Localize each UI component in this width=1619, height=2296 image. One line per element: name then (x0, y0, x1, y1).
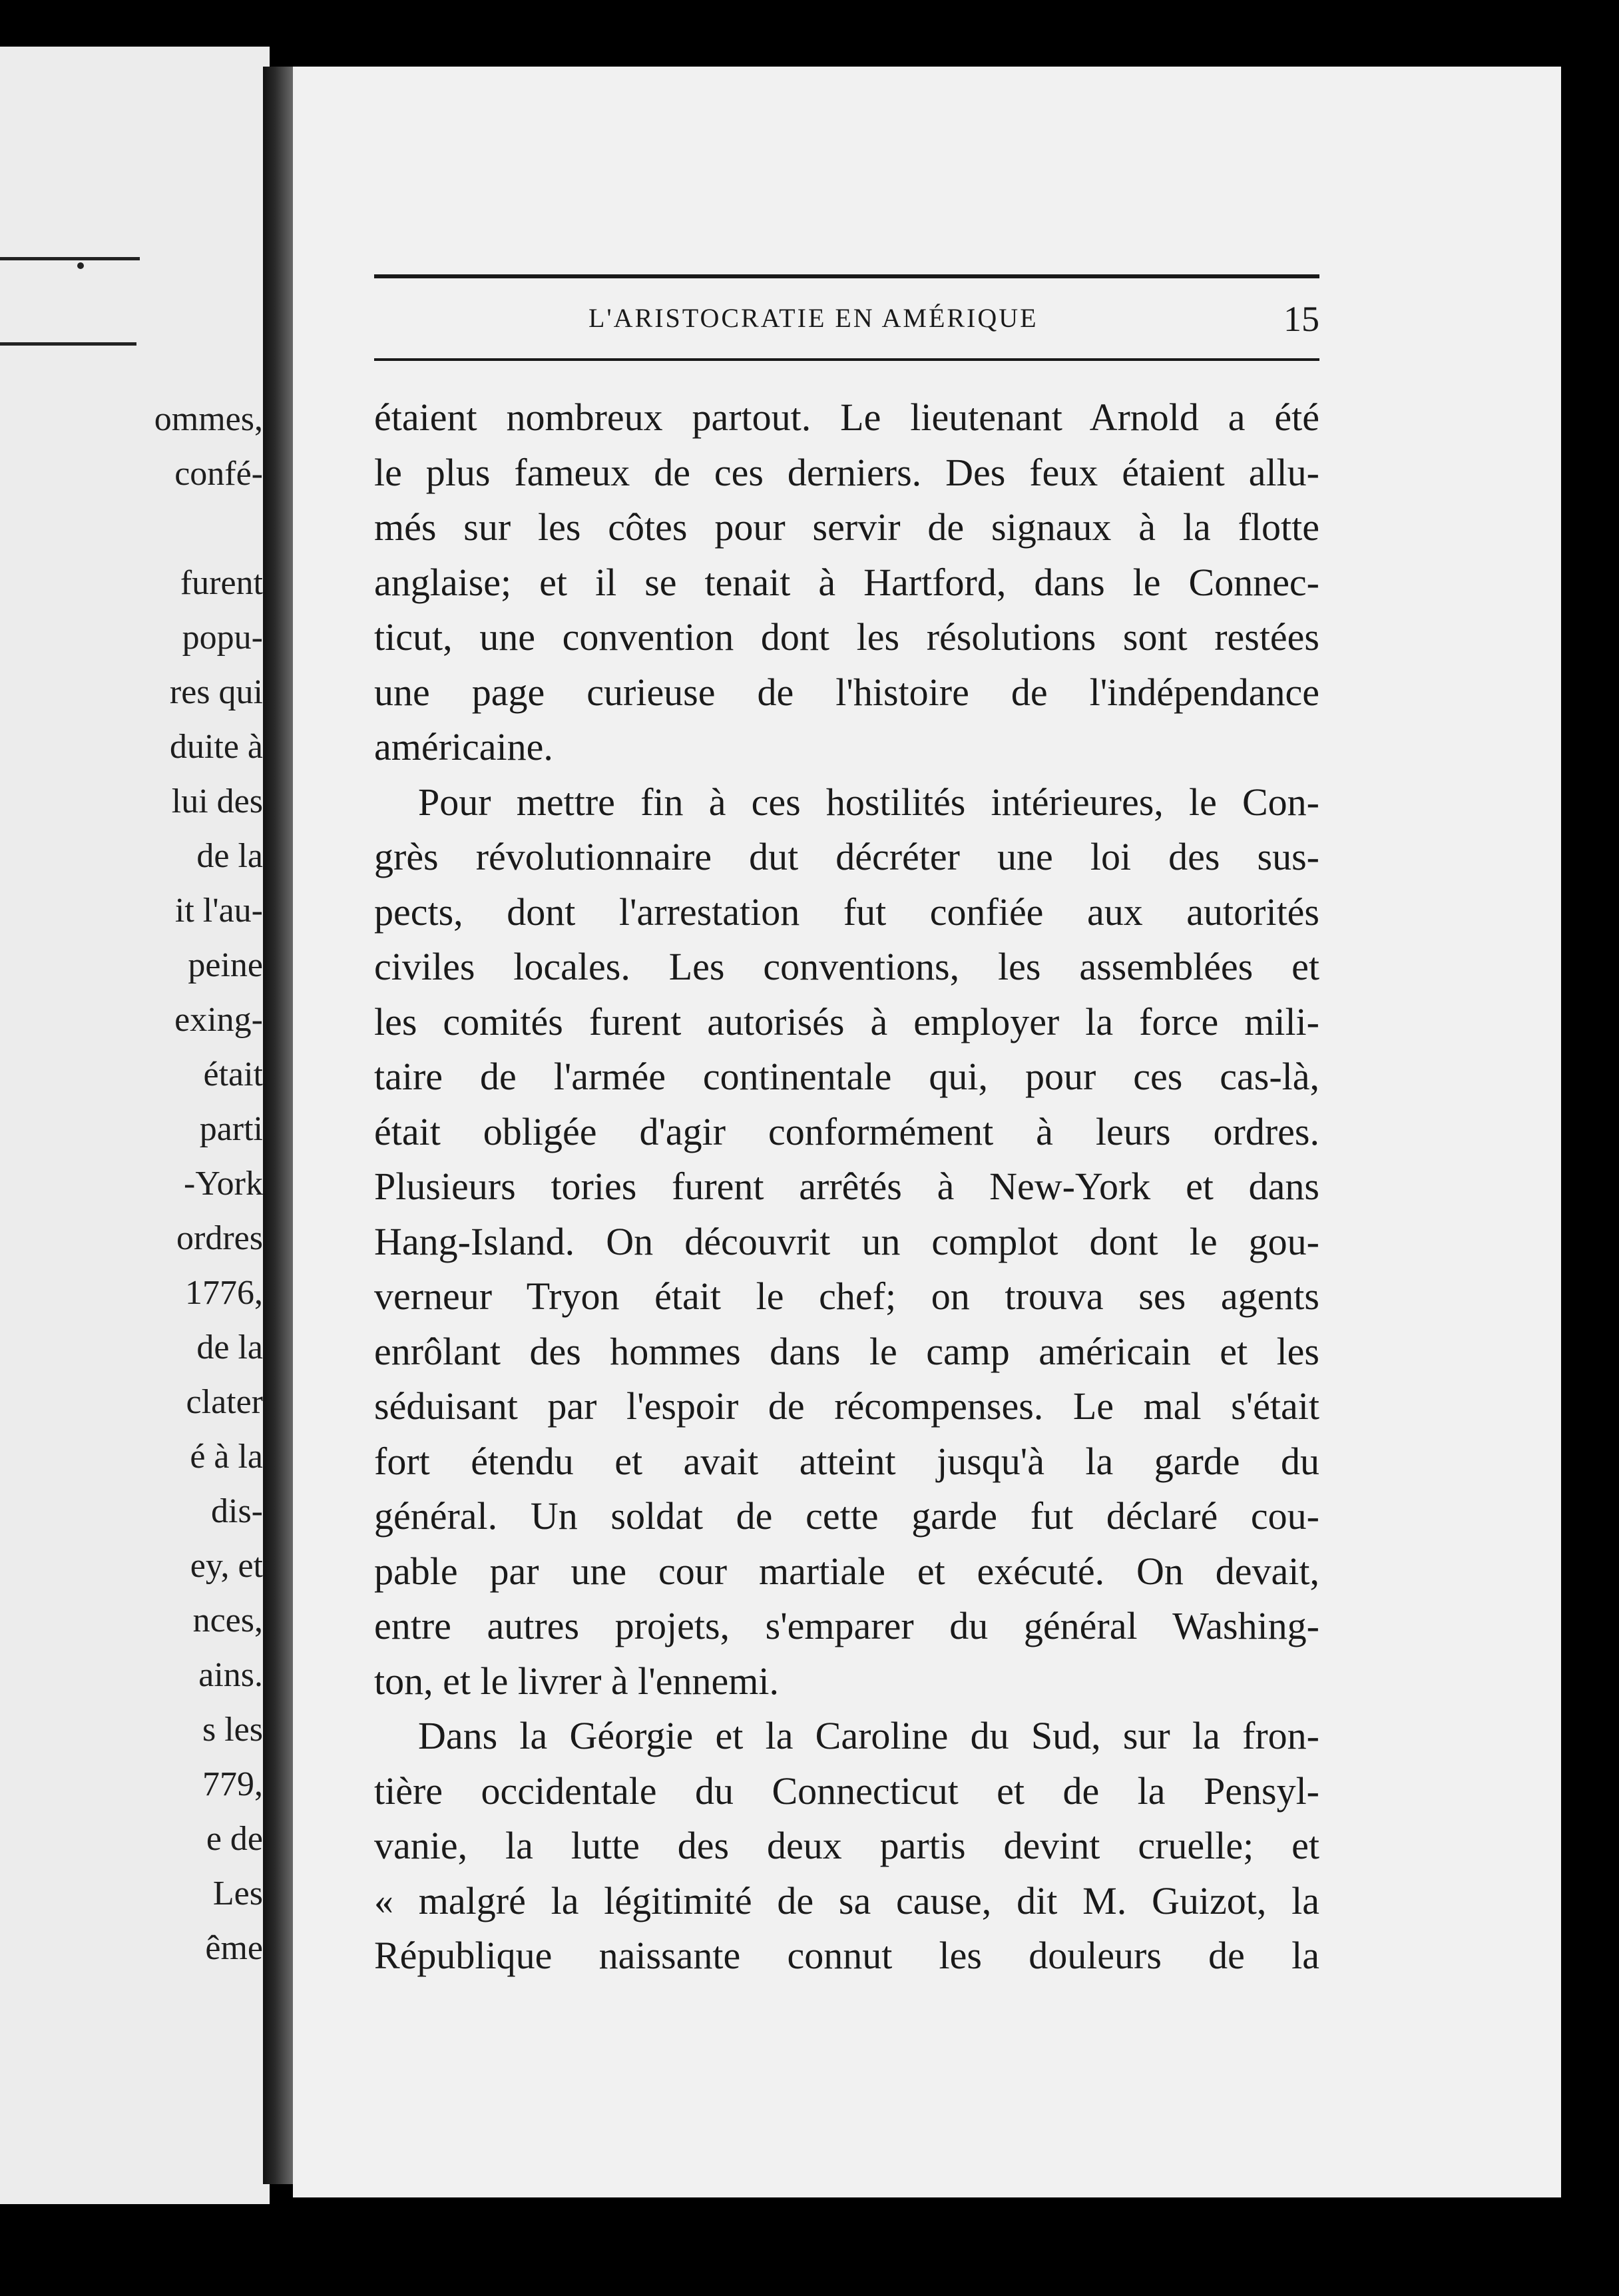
text-line: ton, et le livrer à l'ennemi. (374, 1659, 779, 1703)
text-line: civiles locales. Les conventions, les assemblées et (374, 945, 1319, 988)
text-line: « malgré la légitimité de sa cause, dit M. Guizot, la (374, 1878, 1319, 1922)
header-rule-bottom (374, 358, 1319, 361)
text-line: tière occidentale du Connecticut et de la Pensyl- (374, 1769, 1319, 1813)
text-line: séduisant par l'espoir de récompenses. Le mal s'était (374, 1384, 1319, 1428)
page (293, 67, 1561, 2197)
text-line: était obligée d'agir conformément à leurs ordres. (374, 1109, 1319, 1153)
left-text-line: furent (180, 564, 263, 602)
left-text-line: Les (212, 1874, 263, 1912)
left-text-line: 1776, (185, 1274, 263, 1312)
left-text-line: s les (202, 1711, 263, 1749)
left-text-line: clater (186, 1383, 263, 1421)
left-text-line: ains. (198, 1656, 263, 1694)
text-line: Dans la Géorgie et la Caroline du Sud, sur la fron- (418, 1714, 1319, 1757)
paragraph (374, 390, 1319, 775)
left-text-line: peine (188, 946, 263, 984)
page-number: 15 (1283, 299, 1319, 339)
left-text-line: parti (199, 1110, 263, 1148)
text-line: américaine. (374, 725, 553, 768)
left-text-line: it l'au- (174, 892, 263, 930)
text-line: le plus fameux de ces derniers. Des feux étaient allu- (374, 450, 1319, 494)
left-text-line: ey, et (190, 1547, 263, 1585)
text-line: més sur les côtes pour servir de signaux à la flotte (374, 505, 1319, 549)
header-rule-top (374, 274, 1319, 278)
left-text-line: é à la (190, 1438, 263, 1476)
running-title: L'ARISTOCRATIE EN AMÉRIQUE (588, 303, 1039, 333)
text-line: vanie, la lutte des deux partis devint cruelle; et (374, 1824, 1319, 1867)
text-line: une page curieuse de l'histoire de l'indépendance (374, 670, 1319, 714)
text-line: ticut, une convention dont les résolutions sont restées (374, 615, 1319, 659)
left-text-line: dis- (211, 1492, 263, 1530)
left-header-rule-top (0, 257, 140, 260)
text-line: République naissante connut les douleurs de la (374, 1934, 1319, 1977)
text-line: fort étendu et avait atteint jusqu'à la garde du (374, 1439, 1319, 1483)
text-line: Hang-Island. On découvrit un complot dont le gou- (374, 1219, 1319, 1263)
text-line: étaient nombreux partout. Le lieutenant Arnold a été (374, 396, 1319, 439)
left-text-line: e de (206, 1820, 263, 1858)
text-line: les comités furent autorisés à employer la force mili- (374, 1000, 1319, 1043)
left-text-line: ordres (176, 1219, 263, 1257)
left-text-line: -York (184, 1165, 263, 1203)
left-text-line: ême (205, 1929, 263, 1967)
paragraph (374, 775, 1319, 1709)
left-text-line: popu- (182, 619, 263, 657)
left-text-line: duite à (169, 728, 263, 766)
text-line: général. Un soldat de cette garde fut déclaré cou- (374, 1494, 1319, 1538)
text-line: Plusieurs tories furent arrêtés à New-York et dans (374, 1165, 1319, 1208)
facing-page-fragment (0, 47, 270, 2204)
paragraph (374, 1709, 1319, 1984)
body-text (374, 390, 1319, 1984)
text-line: pects, dont l'arrestation fut confiée aux autorités (374, 890, 1319, 934)
ornament-dot (77, 262, 84, 269)
left-header-rule-bottom (0, 342, 136, 346)
left-text-line: de la (196, 837, 263, 875)
left-text-line: de la (196, 1328, 263, 1366)
page-header (374, 274, 1319, 364)
text-line: Pour mettre fin à ces hostilités intérieures, le Con- (418, 780, 1319, 824)
left-text-line: lui des (171, 782, 263, 820)
left-text-line: confé- (174, 455, 263, 493)
text-line: grès révolutionnaire dut décréter une loi des sus- (374, 835, 1319, 878)
left-text-line: était (203, 1055, 263, 1093)
left-text-line: ommes, (154, 400, 263, 438)
text-line: taire de l'armée continentale qui, pour ces cas-là, (374, 1055, 1319, 1098)
text-line: enrôlant des hommes dans le camp américain et les (374, 1329, 1319, 1373)
left-text-line: nces, (192, 1601, 263, 1639)
text-line: verneur Tryon était le chef; on trouva ses agents (374, 1275, 1319, 1318)
left-text-line: 779, (202, 1765, 263, 1803)
text-line: pable par une cour martiale et exécuté. On devait, (374, 1549, 1319, 1593)
text-line: entre autres projets, s'emparer du général Washing- (374, 1604, 1319, 1647)
left-text-line: exing- (174, 1001, 263, 1039)
text-line: anglaise; et il se tenait à Hartford, dans le Connec- (374, 560, 1319, 604)
left-text-line: res qui (169, 673, 263, 711)
